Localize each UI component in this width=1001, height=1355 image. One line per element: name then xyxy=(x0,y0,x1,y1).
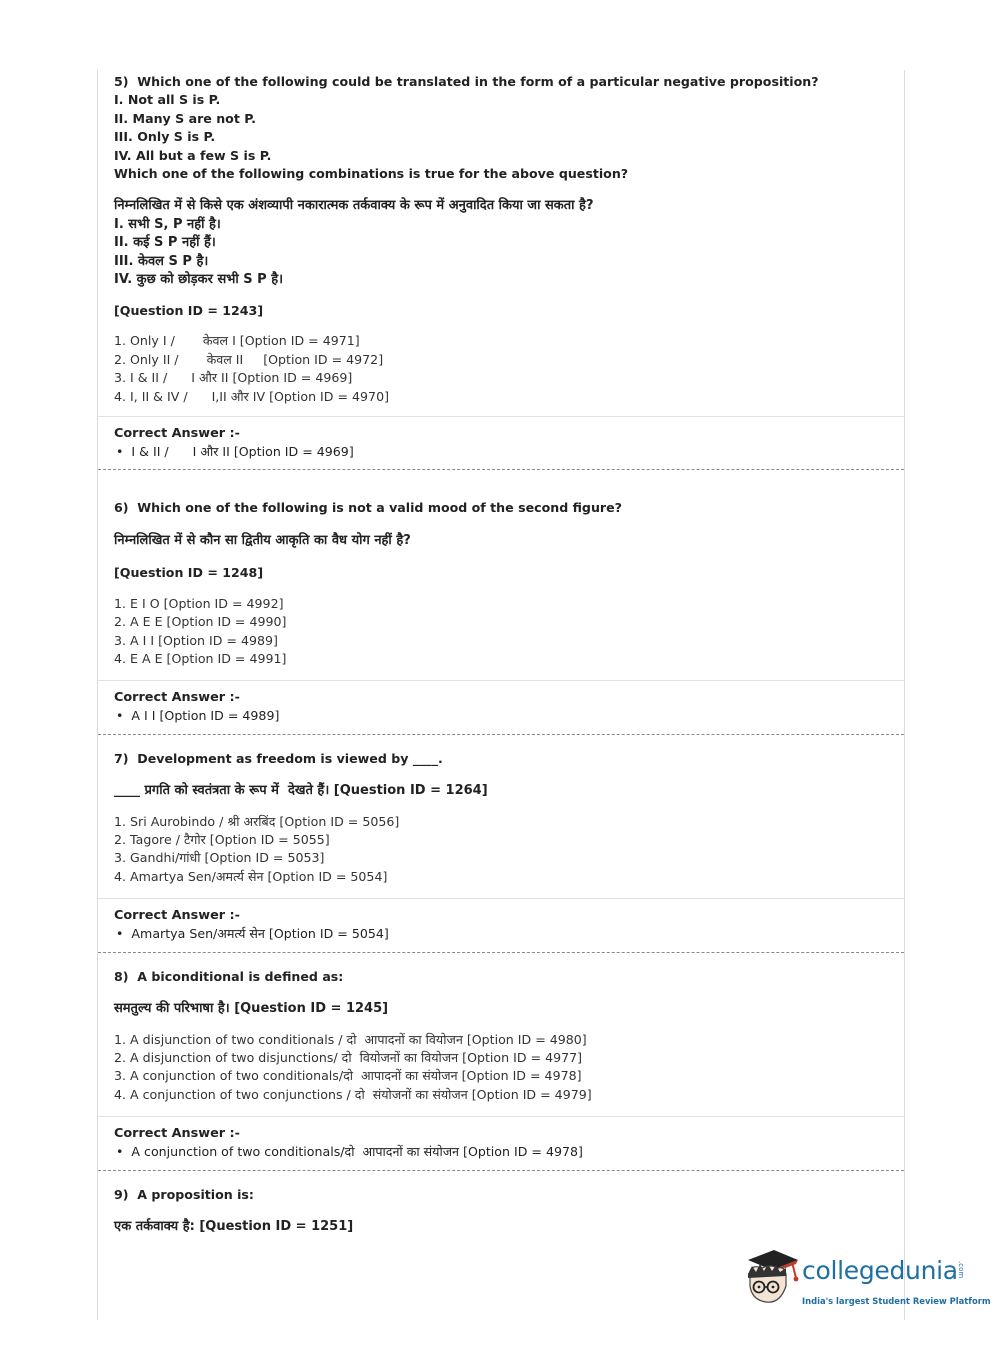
question-title-hindi: एक तर्कवाक्य है: [Question ID = 1251] xyxy=(114,1219,354,1234)
mascot-icon xyxy=(740,1246,802,1308)
question-title: 6) Which one of the following is not a valid mood of the second figure? xyxy=(114,500,622,516)
question-7 xyxy=(98,735,904,899)
answer-block xyxy=(98,899,904,951)
statement-item-hindi: I. सभी S, P नहीं है। xyxy=(114,216,221,232)
question-prompt: Which one of the following combinations is true for the above question? xyxy=(114,166,629,182)
option-item: 4. E A E [Option ID = 4991] xyxy=(114,650,287,666)
answer-block xyxy=(98,1117,904,1169)
statement-item: III. Only S is P. xyxy=(114,129,216,145)
option-item: 2. Tagore / टैगोर [Option ID = 5055] xyxy=(114,832,330,848)
logo-tagline: India's largest Student Review Platform xyxy=(802,1296,991,1306)
option-item: 2. A disjunction of two disjunctions/ दो वियोजनों का वियोजन [Option ID = 4977] xyxy=(114,1049,583,1065)
correct-answer: • A I I [Option ID = 4989] xyxy=(116,708,280,724)
option-item: 1. Only I / केवल I [Option ID = 4971] xyxy=(114,333,360,349)
correct-answer-heading: Correct Answer :- xyxy=(114,1126,240,1142)
option-item: 3. I & II / I और II [Option ID = 4969] xyxy=(114,370,353,386)
question-8 xyxy=(98,953,904,1117)
question-title: 5) Which one of the following could be translated in the form of a particular negative proposition? xyxy=(114,74,819,89)
question-title-hindi: निम्नलिखित में से कौन सा द्वितीय आकृति का वैध योग नहीं है? xyxy=(114,532,411,548)
question-title: 7) Development as freedom is viewed by ____. xyxy=(114,750,443,766)
option-item: 2. A E E [Option ID = 4990] xyxy=(114,614,287,630)
correct-answer: • Amartya Sen/अमर्त्य सेन [Option ID = 5054] xyxy=(116,926,389,942)
logo-suffix: .com xyxy=(957,1261,965,1279)
statement-item-hindi: III. केवल S P है। xyxy=(114,253,209,269)
answer-block xyxy=(98,681,904,733)
answer-block xyxy=(98,417,904,469)
question-9 xyxy=(98,1171,904,1237)
question-title-hindi: समतुल्य की परिभाषा है। [Question ID = 1245] xyxy=(114,1001,389,1017)
correct-answer-heading: Correct Answer :- xyxy=(114,690,240,706)
question-6 xyxy=(98,470,904,680)
statement-item: IV. All but a few S is P. xyxy=(114,147,272,163)
exam-page xyxy=(97,70,905,1320)
option-item: 4. A conjunction of two conjunctions / दो संयोजनों का संयोजन [Option ID = 4979] xyxy=(114,1086,592,1102)
option-item: 2. Only II / केवल II [Option ID = 4972] xyxy=(114,351,384,367)
option-item: 4. Amartya Sen/अमर्त्य सेन [Option ID = 5054] xyxy=(114,868,388,884)
question-title-hindi: निम्नलिखित में से किसे एक अंशव्यापी नकारात्मक तर्कवाक्य के रूप में अनुवादित किया जा सकता है? xyxy=(114,198,594,214)
question-id: [Question ID = 1243] xyxy=(114,302,264,318)
question-5 xyxy=(98,70,904,416)
correct-answer-heading: Correct Answer :- xyxy=(114,425,240,441)
statement-item: I. Not all S is P. xyxy=(114,92,221,108)
option-item: 1. A disjunction of two conditionals / दो आपादनों का वियोजन [Option ID = 4980] xyxy=(114,1031,587,1047)
question-title-hindi: ____ प्रगति को स्वतंत्रता के रूप में देखते हैं। [Question ID = 1264] xyxy=(114,783,488,799)
correct-answer-heading: Correct Answer :- xyxy=(114,908,240,924)
question-title: 8) A biconditional is defined as: xyxy=(114,968,344,984)
collegedunia-logo xyxy=(740,1246,991,1312)
statement-item-hindi: II. कई S P नहीं हैं। xyxy=(114,235,216,251)
option-item: 3. A I I [Option ID = 4989] xyxy=(114,632,278,648)
option-item: 1. E I O [Option ID = 4992] xyxy=(114,595,284,611)
logo-wordmark: collegedunia xyxy=(802,1256,958,1285)
option-item: 3. A conjunction of two conditionals/दो आपादनों का संयोजन [Option ID = 4978] xyxy=(114,1068,582,1084)
correct-answer: • I & II / I और II [Option ID = 4969] xyxy=(116,443,354,459)
statement-item-hindi: IV. कुछ को छोड़कर सभी S P है। xyxy=(114,272,284,288)
question-title: 9) A proposition is: xyxy=(114,1186,254,1202)
option-item: 4. I, II & IV / I,II और IV [Option ID = 4970] xyxy=(114,388,389,404)
statement-item: II. Many S are not P. xyxy=(114,110,256,126)
correct-answer: • A conjunction of two conditionals/दो आपादनों का संयोजन [Option ID = 4978] xyxy=(116,1144,583,1160)
option-item: 1. Sri Aurobindo / श्री अरबिंद [Option ID = 5056] xyxy=(114,813,400,829)
question-id: [Question ID = 1248] xyxy=(114,565,264,581)
option-item: 3. Gandhi/गांधी [Option ID = 5053] xyxy=(114,850,325,866)
